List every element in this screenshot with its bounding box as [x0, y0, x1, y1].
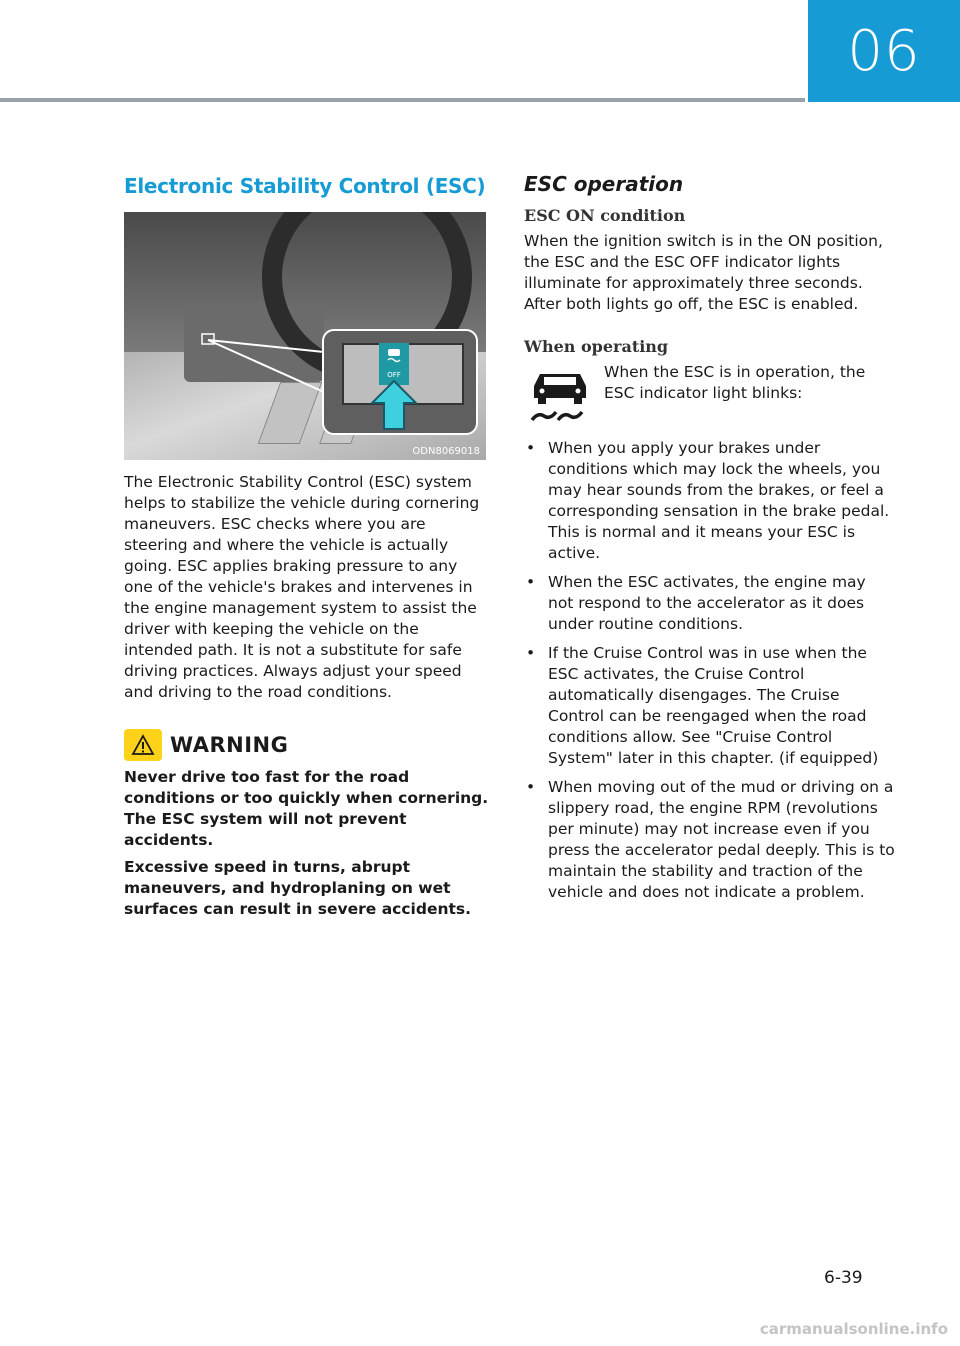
esc-button-inset [322, 329, 478, 435]
list-item: • When the ESC activates, the engine may not respond to the accelerator as it does under routine conditions. [524, 572, 896, 635]
page-number: 6-39 [824, 1268, 863, 1288]
when-operating-title: When operating [524, 337, 669, 356]
warning-title: WARNING [170, 733, 289, 757]
right-column [524, 170, 896, 911]
header-rule [0, 98, 805, 102]
esc-indicator-text: When the ESC is in operation, the ESC indicator light blinks: [604, 363, 866, 402]
watermark: carmanualsonline.info [759, 1320, 948, 1338]
list-item: • If the Cruise Control was in use when the ESC activates, the Cruise Control automatically disengages. The Cruise Control can be reengaged when the road conditions allow. See "Cruise Control System" later in this chapter. (if equipped) [524, 643, 896, 769]
warning-header [124, 729, 490, 761]
list-item: • When you apply your brakes under conditions which may lock the wheels, you may hear sounds from the brakes, or feel a corresponding sensation in the brake pedal. This is normal and it means your ESC is active. [524, 438, 896, 564]
warning-icon [124, 729, 162, 761]
section-title: Electronic Stability Control (ESC) [124, 174, 486, 198]
esc-indicator-row [524, 362, 896, 424]
esc-operation-list [524, 438, 896, 903]
up-arrow-icon [324, 331, 476, 433]
warning-text-2: Excessive speed in turns, abrupt maneuvers, and hydroplaning on wet surfaces can result in severe accidents. [124, 858, 472, 918]
esc-off-label: OFF [387, 371, 401, 379]
esc-indicator-icon [524, 362, 596, 424]
esc-on-condition-text: When the ignition switch is in the ON position, the ESC and the ESC OFF indicator lights illuminate for approximately three seconds. After both lights go off, the ESC is enabled. [524, 232, 883, 313]
warning-text-1: Never drive too fast for the road conditions or too quickly when cornering. The ESC system will not prevent accidents. [124, 768, 489, 849]
list-item: • When moving out of the mud or driving on a slippery road, the engine RPM (revolutions per minute) may not increase even if you press the accelerator pedal deeply. This is to maintain the stability and traction of the vehicle and does not indicate a problem. [524, 777, 896, 903]
figure-code: ODN8069018 [412, 446, 480, 457]
esc-intro-text: The Electronic Stability Control (ESC) system helps to stabilize the vehicle during cornering maneuvers. ESC checks where you are steering and where the vehicle is actually going. ESC applies braking pressure to any one of the vehicle's brakes and intervenes in the engine management system to assist the driver with keeping the vehicle on the intended path. It is not a substitute for safe driving practices. Always adjust your speed and driving to the road conditions. [124, 473, 480, 701]
left-column [124, 170, 490, 920]
esc-on-condition-title: ESC ON condition [524, 206, 686, 225]
esc-button-figure [124, 212, 486, 460]
chapter-tab: 06 [808, 0, 960, 102]
esc-operation-title: ESC operation [524, 172, 684, 196]
